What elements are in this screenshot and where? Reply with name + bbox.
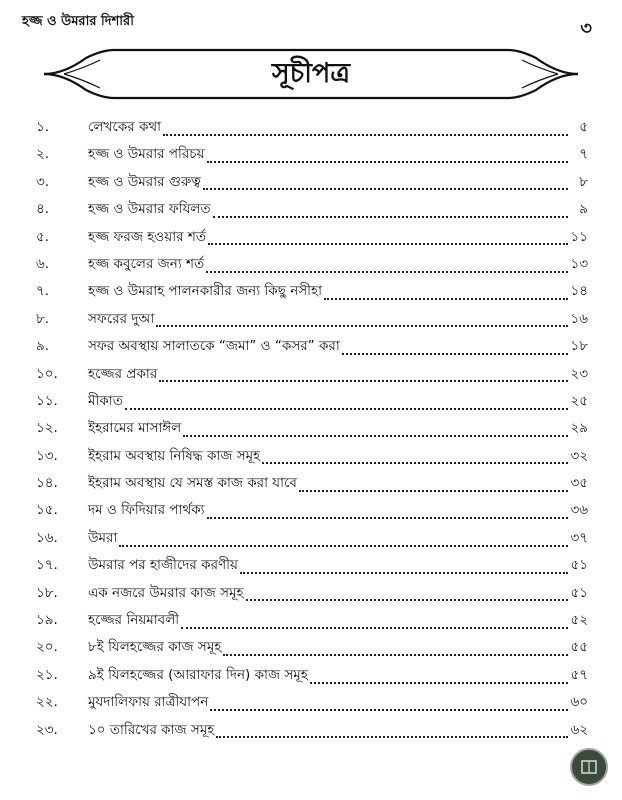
toc-entry-title: মুযদালিফায় রাত্রীযাপন (88, 694, 209, 711)
toc-entry-page: ৫ (579, 119, 588, 135)
toc-entry (36, 554, 588, 581)
toc-entry (36, 171, 588, 198)
toc-dot-leader (324, 298, 568, 300)
toc-entry-page: ৩৭ (570, 529, 588, 546)
toc-entry-title: ৯ই যিলহজ্জের (আরাফার দিন) কাজ সমূহ (88, 666, 308, 683)
toc-entry (36, 390, 588, 417)
toc-entry-title: হজ্জ ও উমরার পরিচয় (88, 146, 205, 163)
toc-entry-page: ২৫ (570, 392, 588, 409)
toc-entry (36, 417, 588, 444)
toc-entry-number: ২৩. (36, 721, 58, 738)
toc-entry-page: ৩৫ (570, 475, 588, 492)
toc-entry-title: উমরা (88, 529, 118, 546)
toc-entry-title: লেখকের কথা (88, 119, 162, 135)
toc-entry-page: ৫৫ (570, 639, 588, 656)
toc-entry-page: ২৩ (570, 365, 588, 382)
toc-entry-number: ১৮. (36, 584, 58, 601)
toc-dot-leader (163, 134, 568, 136)
toc-entry (36, 335, 588, 362)
toc-entry (36, 664, 588, 691)
toc-entry-number: ২১. (36, 666, 58, 683)
toc-entry-title: দম ও ফিদিয়ার পার্থক্য (88, 502, 205, 519)
toc-entry-number: ৯. (36, 338, 50, 355)
toc-entry-title: মীকাত (88, 392, 123, 409)
toc-entry-page: ১৬ (570, 310, 588, 327)
toc-entry-page: ৬০ (570, 694, 588, 711)
toc-entry-number: ৪. (36, 201, 50, 218)
toc-dot-leader (246, 599, 568, 601)
toc-dot-leader (208, 243, 568, 245)
running-head: হজ্জ ও উমরার দিশারী (22, 14, 134, 29)
toc-dot-leader (262, 462, 568, 464)
toc-dot-leader (183, 435, 568, 437)
toc-entry-page: ৫১ (570, 557, 588, 574)
toc-entry-title: ৮ই যিলহজ্জের কাজ সমূহ (88, 639, 222, 656)
toc-entry (36, 226, 588, 253)
toc-entry-title: হজ্জ ও উমরার ফযিলত (88, 201, 211, 218)
page-title: সূচীপত্র (271, 58, 351, 89)
toc-dot-leader (207, 517, 568, 519)
toc-entry (36, 499, 588, 526)
toc-dot-leader (207, 161, 568, 163)
toc-entry-page: ৫২ (570, 612, 588, 629)
toc-entry-title: ইহরাম অবস্থায় যে সমস্ত কাজ করা যাবে (88, 475, 297, 492)
toc-dot-leader (310, 682, 568, 684)
book-icon (579, 757, 599, 777)
toc-dot-leader (156, 325, 568, 327)
toc-dot-leader (125, 408, 568, 410)
toc-entry-title: ইহরামের মাসাঈল (88, 420, 182, 437)
toc-entry-page: ১৩ (570, 255, 588, 272)
toc-entry-number: ১২. (36, 420, 58, 437)
toc-dot-leader (223, 654, 568, 656)
toc-entry (36, 527, 588, 554)
toc-entry-number: ৭. (36, 283, 50, 300)
toc-entry-title: উমরার পর হাজীদের করণীয় (88, 557, 238, 574)
toc-dot-leader (206, 271, 568, 273)
toc-entry (36, 582, 588, 609)
toc-dot-leader (210, 709, 568, 711)
toc-entry (36, 609, 588, 636)
toc-entry-page: ৫১ (570, 584, 588, 601)
toc-entry (36, 308, 588, 335)
toc-entry-title: হজ্জ ও উমরাহ পালনকারীর জন্য কিছু নসীহা (88, 283, 323, 300)
publisher-logo (570, 748, 608, 786)
toc-entry-title: ইহরাম অবস্থায় নিষিদ্ধ কাজ সমূহ (88, 447, 261, 464)
toc-entry-number: ১৪. (36, 475, 58, 492)
toc-dot-leader (342, 353, 568, 355)
toc-entry-page: ৫৭ (570, 666, 588, 683)
toc-entry (36, 636, 588, 663)
toc-entry-number: ১৩. (36, 447, 58, 464)
toc-entry-number: ১৭. (36, 557, 58, 574)
toc-entry-title: হজ্জের প্রকার (88, 365, 158, 382)
toc-entry-number: ১০. (36, 365, 58, 382)
toc-dot-leader (216, 736, 568, 738)
toc-entry-title: হজ্জ ফরজ হওয়ার শর্ত (88, 228, 206, 245)
toc-entry-title: সফর অবস্থায় সালাতকে “জমা” ও “কসর” করা (88, 338, 340, 355)
toc-entry (36, 198, 588, 225)
toc-dot-leader (181, 627, 568, 629)
toc-dot-leader (213, 216, 568, 218)
toc-entry-title: হজ্জ কবুলের জন্য শর্ত (88, 255, 205, 272)
toc-entry-number: ১৬. (36, 529, 58, 546)
toc-entry-page: ৮ (579, 173, 588, 190)
toc-entry-page: ১৪ (570, 283, 588, 300)
toc-entry-number: ৮. (36, 310, 50, 327)
toc-entry (36, 116, 588, 143)
toc-entry (36, 472, 588, 499)
toc-entry-page: ১৮ (570, 338, 588, 355)
toc-entry-page: ২৯ (570, 420, 588, 437)
toc-entry-title: হজ্জ ও উমরার গুরুত্ব (88, 173, 201, 190)
toc-entry-number: ৩. (36, 173, 50, 190)
toc-dot-leader (119, 545, 568, 547)
toc-entry-title: ১০ তারিখের কাজ সমূহ (88, 721, 215, 738)
toc-entry (36, 253, 588, 280)
toc-entry (36, 691, 588, 718)
toc-dot-leader (240, 572, 568, 574)
title-banner (44, 44, 578, 104)
toc-entry-number: ৫. (36, 228, 50, 245)
toc-entry-number: ১৫. (36, 502, 58, 519)
toc-entry (36, 363, 588, 390)
toc-entry-number: ১১. (36, 392, 58, 409)
toc-entry-number: ২২. (36, 694, 58, 711)
toc-entry-number: ৬. (36, 255, 50, 272)
toc-entry (36, 719, 588, 746)
toc-entry-page: ৩৬ (570, 502, 588, 519)
toc-entry-page: ১১ (570, 228, 588, 245)
table-of-contents (36, 116, 588, 746)
toc-entry-number: ২. (36, 146, 50, 163)
toc-entry-page: ৭ (579, 146, 588, 163)
toc-entry-title: হজ্জের নিয়মাবলী (88, 612, 180, 629)
toc-dot-leader (299, 490, 568, 492)
toc-dot-leader (203, 188, 568, 190)
toc-entry-title: এক নজরে উমরার কাজ সমূহ (88, 584, 244, 601)
toc-entry-number: ১৯. (36, 612, 58, 629)
toc-entry-page: ৬২ (570, 721, 588, 738)
toc-entry-page: ৯ (579, 201, 588, 218)
toc-entry-number: ১. (36, 119, 50, 135)
toc-dot-leader (159, 380, 568, 382)
toc-entry-number: ২০. (36, 639, 58, 656)
toc-entry (36, 280, 588, 307)
toc-entry-title: সফরের দুআ (88, 310, 155, 327)
toc-entry-page: ৩২ (570, 447, 588, 464)
toc-entry (36, 143, 588, 170)
page-number: ৩ (580, 18, 592, 39)
toc-entry (36, 445, 588, 472)
